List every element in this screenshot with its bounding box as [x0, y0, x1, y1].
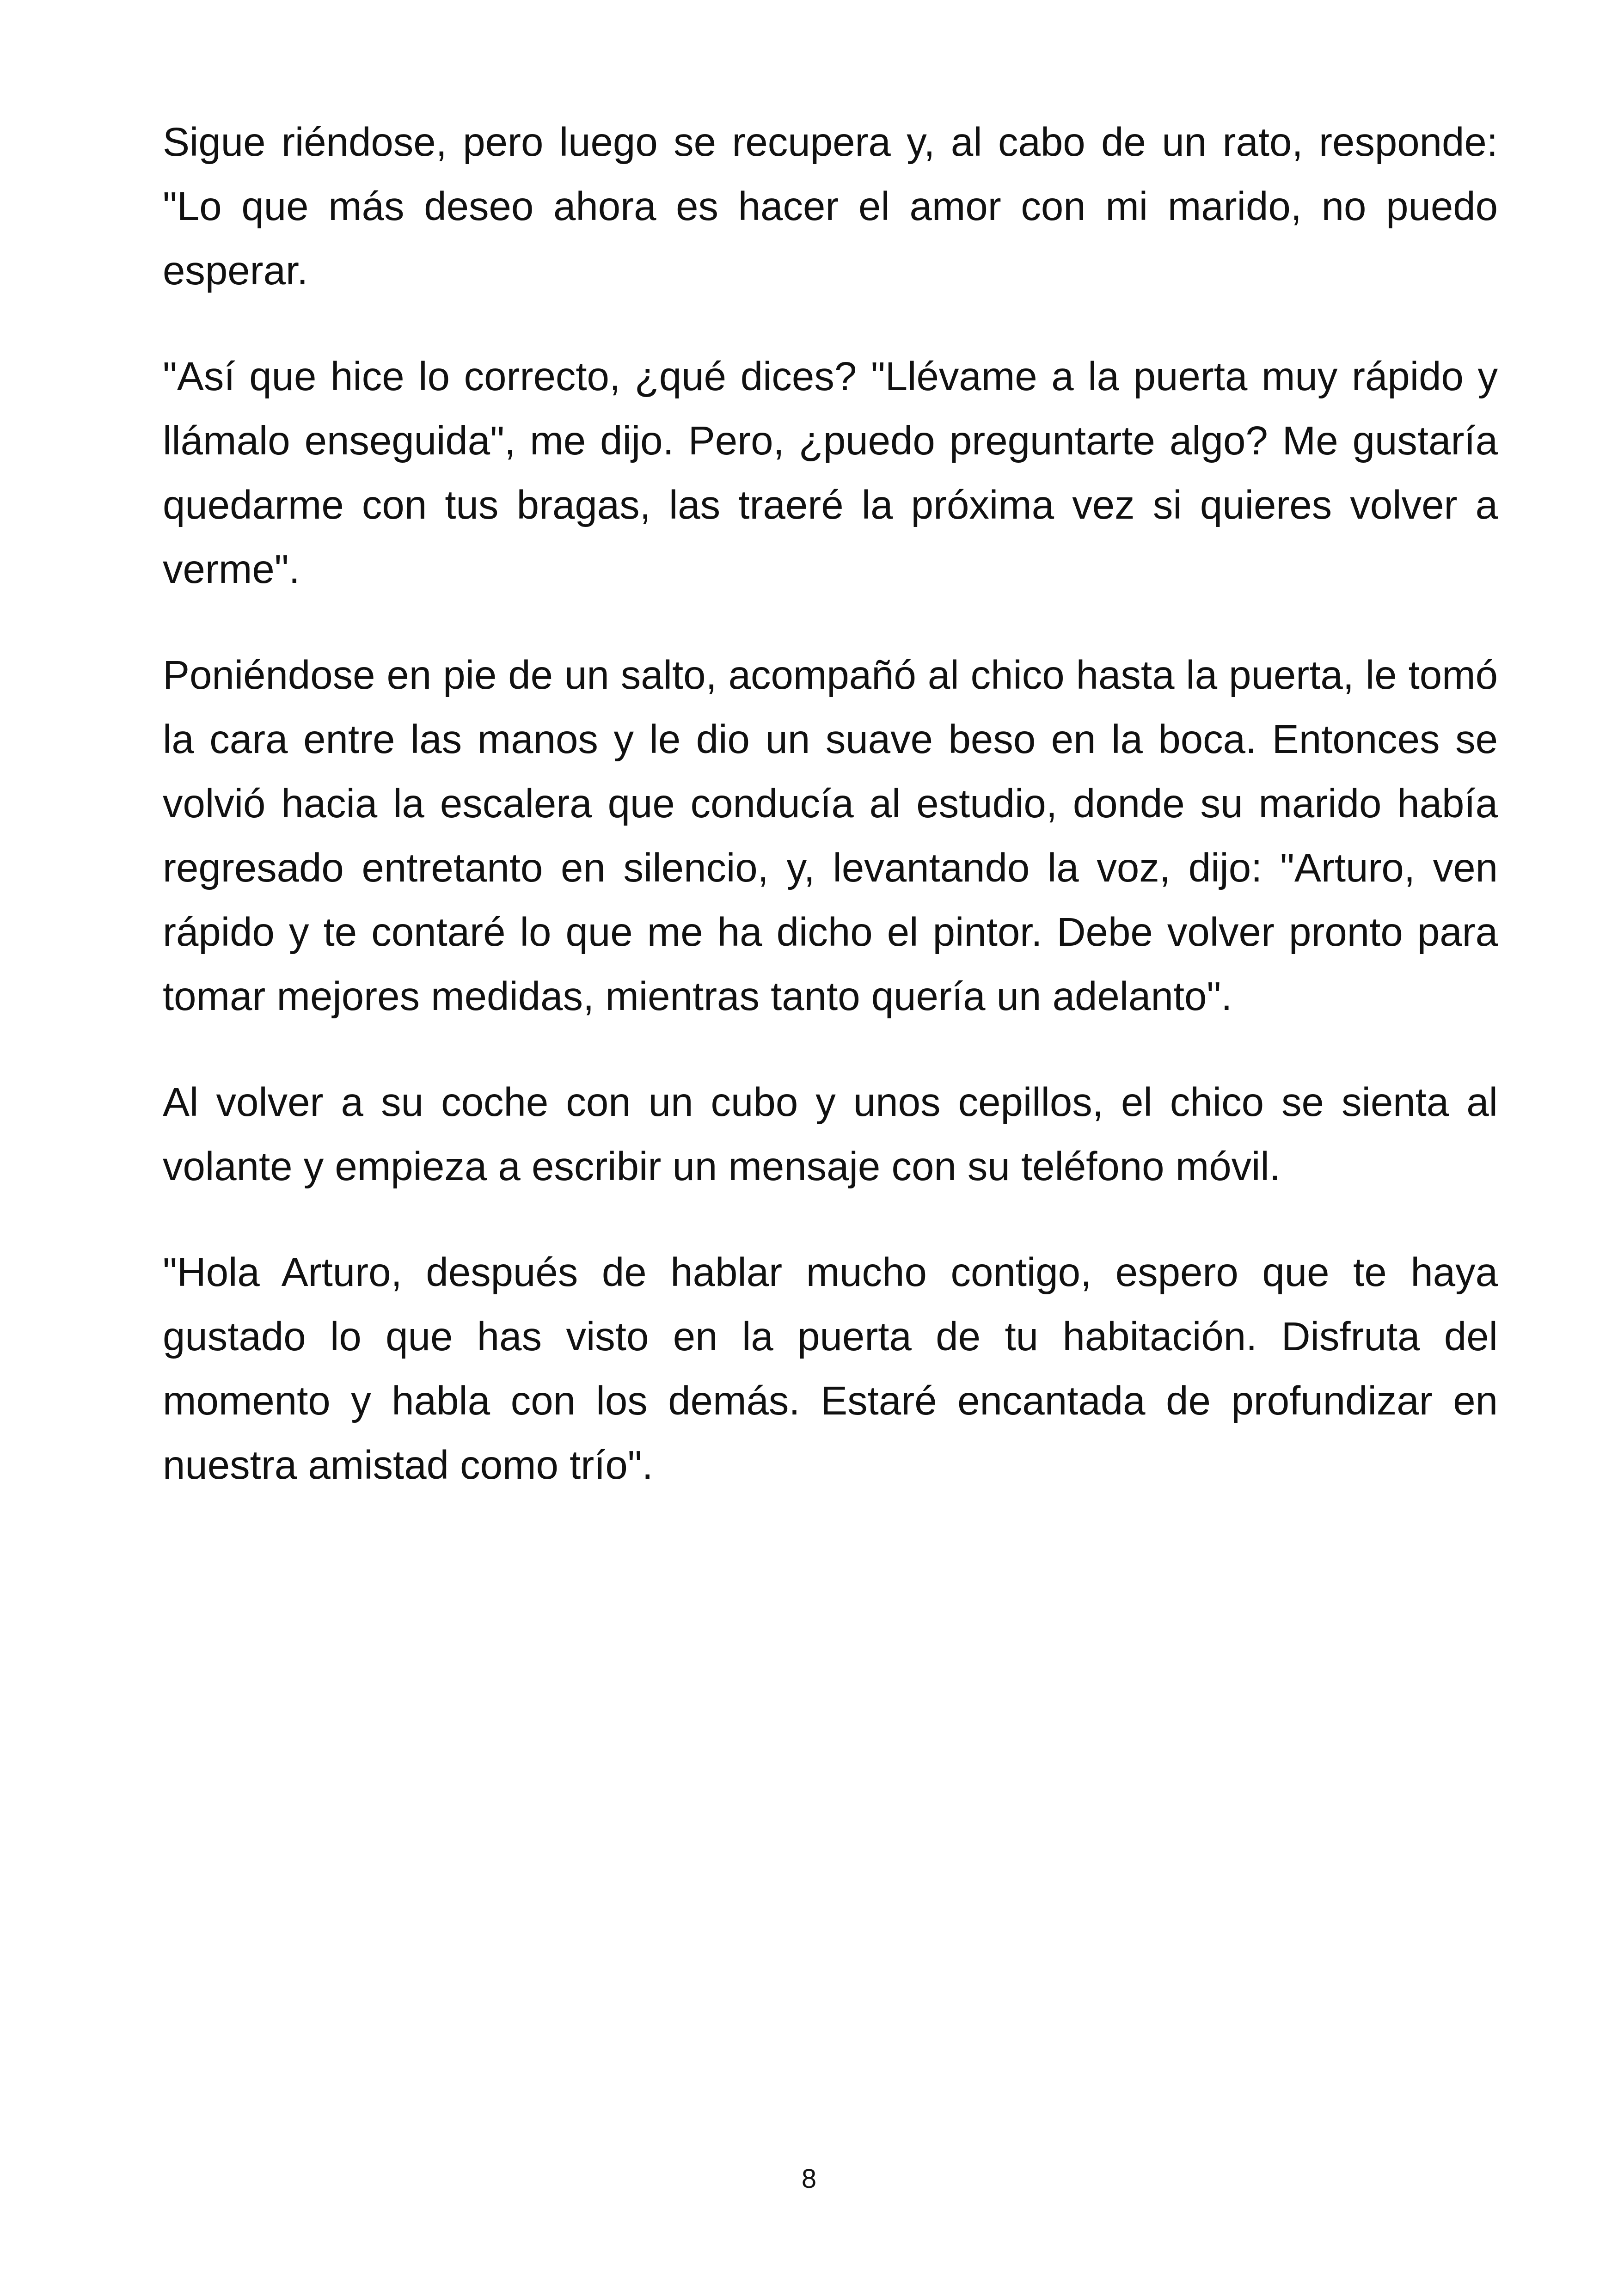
page-number: 8 [801, 2164, 817, 2194]
body-text [163, 110, 1498, 1539]
paragraph: "Hola Arturo, después de hablar mucho contigo, espero que te haya gustado lo que has visto en la puerta de tu habitación. Disfruta del momento y habla con los demás. Estaré encantada de profundizar en nuestra amistad como trío". [163, 1250, 1498, 1488]
paragraph: Al volver a su coche con un cubo y unos cepillos, el chico se sienta al volante y empieza a escribir un mensaje con su teléfono móvil. [163, 1080, 1498, 1189]
paragraph: Sigue riéndose, pero luego se recupera y, al cabo de un rato, responde: "Lo que más deseo ahora es hacer el amor con mi marido, no puedo esperar. [163, 120, 1498, 293]
paragraph: "Así que hice lo correcto, ¿qué dices? "Llévame a la puerta muy rápido y llámalo enseguida", me dijo. Pero, ¿puedo preguntarte algo? Me gustaría quedarme con tus bragas, las traeré la próxima vez si quieres volver a verme". [163, 354, 1498, 592]
paragraph: Poniéndose en pie de un salto, acompañó al chico hasta la puerta, le tomó la cara entre las manos y le dio un suave beso en la boca. Entonces se volvió hacia la escalera que conducía al estudio, donde su marido había regresado entretanto en silencio, y, levantando la voz, dijo: "Arturo, ven rápido y te contaré lo que me ha dicho el pintor. Debe volver pronto para tomar mejores medidas, mientras tanto quería un adelanto". [163, 653, 1498, 1019]
